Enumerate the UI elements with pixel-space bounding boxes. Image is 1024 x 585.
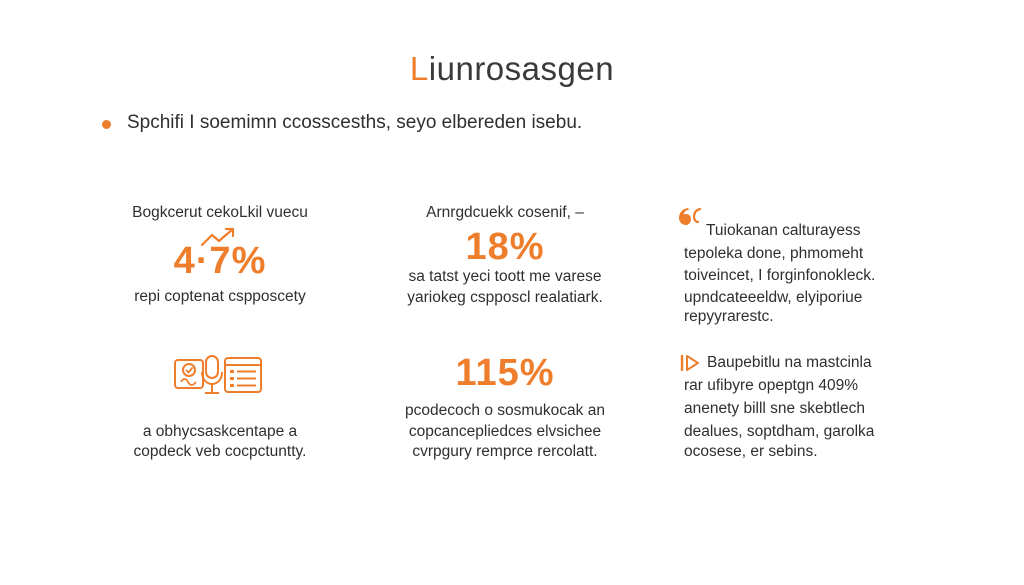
card5-caption-line: cvrpgury remprce rercolatt. [412,443,598,460]
card6-line: ocosese, er sebins. [684,443,818,460]
card2-label: Arnrgdcuekk cosenif, – [426,204,584,221]
card2-caption-line: yariokeg cspposcl realatiark. [407,289,603,306]
title-accent-letter: L [409,50,429,87]
page-title [0,50,1024,88]
card4-caption-line: copdeck veb cocpctuntty. [133,443,307,460]
card3-line: upndcateeeldw, elyiporiue [684,289,863,306]
card6-line: dealues, soptdham, garolka [684,423,875,440]
card4-caption-line: a obhycsaskcentape a [142,423,298,440]
card3-line: tepoleka done, phmomeht [684,245,864,262]
card6-line: anenety billl sne skebtlech [684,400,865,417]
card2-caption-line: sa tatst yeci toott me varese [408,268,602,285]
card1-label: Bogkcerut cekoLkil vuecu [132,204,308,221]
card2-stat: 18% [465,226,545,268]
card1-caption: repi coptenat cspposcety [134,288,306,305]
card3-line: Tuiokanan calturayess [706,222,861,239]
play-arrow-icon [680,354,700,372]
bullet-text: Spchifi I soemimn ccosscesths, seyo elbereden isebu. [127,112,583,133]
quote-mark-icon [678,205,702,227]
title-text: iunrosasgen [428,50,615,87]
card1-stat: 4·7% [173,240,267,282]
card5-stat: 115% [455,352,555,394]
card6-line: rar ufibyre opeptgn 409% [684,377,859,394]
card3-line: toiveincet, I forginfonokleck. [684,267,876,284]
checklist-microphone-icon [172,352,264,398]
bullet-dot [102,120,111,129]
card5-caption-line: copcancepliedces elvsichee [408,423,602,440]
card5-caption-line: pcodecoch o sosmukocak an [405,402,605,419]
card6-line: Baupebitlu na mastcinla [707,354,872,371]
card3-line: repyyrarestc. [684,308,774,325]
